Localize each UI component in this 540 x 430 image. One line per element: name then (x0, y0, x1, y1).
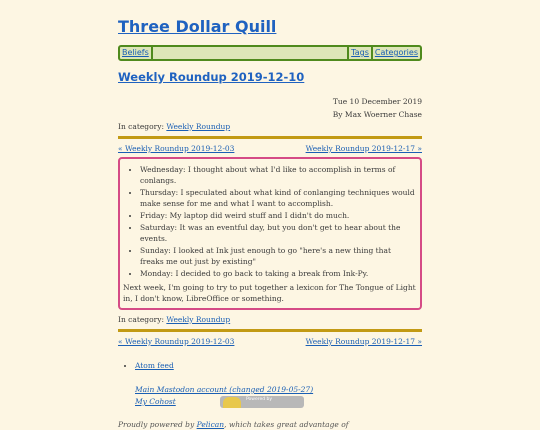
list-item: • Friday: My laptop did weird stuff and I didn't do much. (140, 210, 416, 221)
site-title-link[interactable]: Three Dollar Quill (118, 17, 277, 36)
atom-feed-link[interactable]: Atom feed (135, 361, 174, 370)
powered-prefix: Proudly powered by (118, 420, 195, 429)
pelican-link[interactable]: Pelican (196, 420, 225, 429)
site-title (118, 17, 422, 37)
post-category-top (118, 121, 422, 132)
prev-post-link[interactable]: « Weekly Roundup 2019-12-03 (118, 337, 235, 346)
main-nav (118, 45, 422, 61)
list-item: • Wednesday: I thought about what I'd like to accomplish in terms of conlangs. (140, 164, 416, 186)
nav-tags-link[interactable]: Tags (349, 47, 373, 59)
nav-categories-link[interactable]: Categories (374, 48, 418, 57)
post-title-link[interactable]: Weekly Roundup 2019-12-10 (118, 70, 305, 84)
badge-text: Powered by (246, 397, 273, 402)
powered-by-badge[interactable] (220, 396, 304, 408)
nav-spacer (153, 47, 349, 59)
roundup-list (123, 164, 416, 279)
list-item: • Monday: I decided to go back to taking a break from Ink-Py. (140, 268, 416, 279)
divider (118, 329, 422, 332)
cohost-link[interactable]: My Cohost (135, 397, 176, 406)
post-pager-top (118, 144, 422, 154)
feed-list (118, 361, 422, 371)
list-item: • Saturday: It was an eventful day, but you don't get to hear about the events. (140, 222, 416, 244)
category-link[interactable]: Weekly Roundup (166, 122, 231, 131)
powered-suffix: , which takes great advantage of (224, 420, 349, 429)
page (118, 0, 422, 430)
post-content (118, 157, 422, 310)
powered-by (118, 420, 422, 430)
category-link[interactable]: Weekly Roundup (166, 315, 231, 324)
nav-beliefs-link[interactable]: Beliefs (120, 47, 153, 59)
category-prefix: In category: (118, 122, 164, 131)
list-item: • Sunday: I looked at Ink just enough to go "here's a new thing that freaks me out just by existing" (140, 245, 416, 267)
next-post-link[interactable]: Weekly Roundup 2019-12-17 » (305, 144, 422, 153)
mastodon-link[interactable]: Main Mastodon account (changed 2019-05-27) (135, 385, 314, 394)
post-author: By Max Woerner Chase (332, 110, 422, 119)
prev-post-link[interactable]: « Weekly Roundup 2019-12-03 (118, 144, 235, 153)
category-prefix: In category: (118, 315, 164, 324)
divider (118, 136, 422, 139)
post-title (118, 70, 422, 84)
post-date: Tue 10 December 2019 (332, 97, 422, 106)
post-category-bottom (118, 314, 422, 325)
next-post-link[interactable]: Weekly Roundup 2019-12-17 » (305, 337, 422, 346)
list-item: • Thursday: I speculated about what kind of conlanging techniques would make sense for me and what I want to accomplish. (140, 187, 416, 209)
post-meta (118, 95, 422, 121)
closing-paragraph: Next week, I'm going to try to put together a lexicon for The Tongue of Light in, I don't know, LibreOffice or something. (123, 283, 416, 303)
list-item (135, 361, 422, 371)
python-logo-icon (223, 397, 241, 408)
post-pager-bottom (118, 337, 422, 347)
